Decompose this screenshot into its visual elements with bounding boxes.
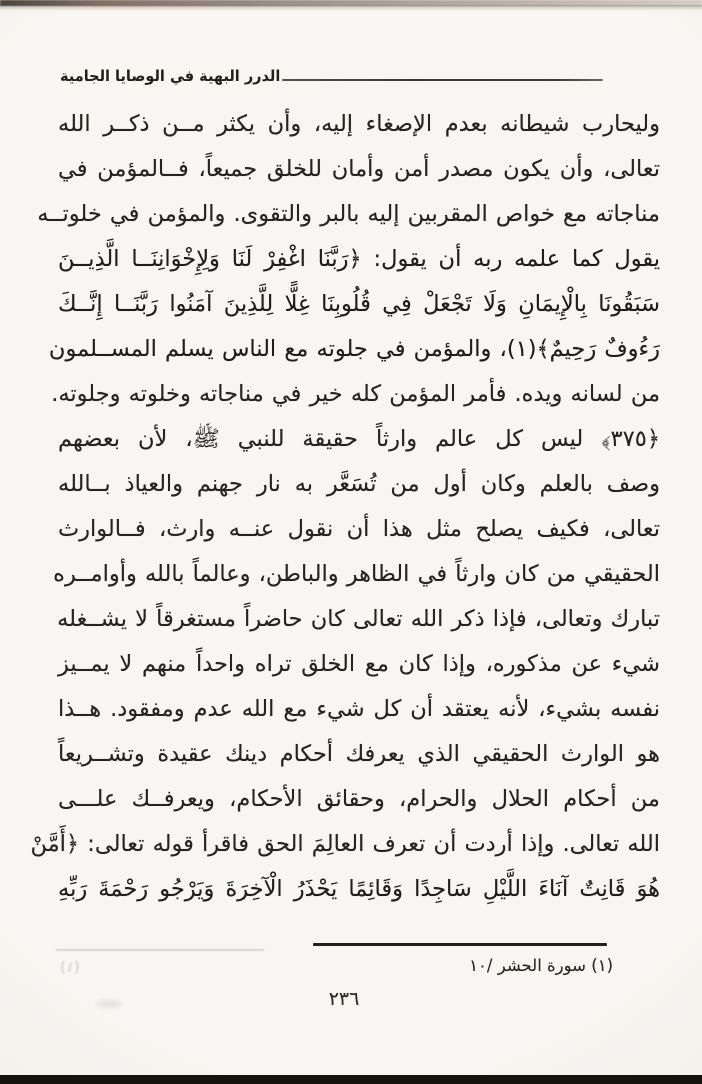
scan-bottom-edge-artifact <box>0 1075 702 1084</box>
text-line: من أحكام الحلال والحرام، وحقائق الأحكام، ويعرفــك علـــى <box>58 786 660 812</box>
text-line: الله تعالى. وإذا أردت أن تعرف العالِمَ الحق فاقرأ قوله تعالى: ﴿أَمَّنْ <box>30 831 660 857</box>
footnote: (١) سورة الحشر /١٠ <box>469 956 613 975</box>
text-line: الحقيقي من كان وارثاً في الظاهر والباطن، وعالماً بالله وأوامــره <box>53 561 660 587</box>
bleed-through-rule <box>56 949 264 951</box>
text-line: تعالى، فكيف يصلح مثل هذا أن نقول عنــه وارث، فــالوارث <box>58 516 660 542</box>
text-line-quran-verse: يقول كما علمه ربه أن يقول: ﴿رَبَّنَا اغْفِرْ لَنَا وَلِإِخْوَانِنَــا الَّذِيــنَ <box>58 246 660 272</box>
text-line: من لسانه ويده. فأمر المؤمن كله خير في مناجاته وخلوته وجلوته. <box>51 381 660 407</box>
text-line: وصف بالعلم وكان أول من تُسَعَّر به نار جهنم والعياذ بــالله <box>58 471 660 497</box>
bleed-through-smudge <box>96 1000 122 1008</box>
running-header <box>60 64 603 90</box>
header-rule <box>282 79 603 81</box>
text-line: تعالى، وأن يكون مصدر أمن وأمان للخلق جميعاً، فــالمؤمن في <box>58 156 660 182</box>
text-line: تبارك وتعالى، فإذا ذكر الله تعالى كان حاضراً مستغرقاً لا يشــغله <box>57 606 660 632</box>
text-line-section-375: ﴿٣٧٥﴾ ليس كل عالم وارثاً حقيقة للنبي ﷺ، لأن بعضهم <box>58 426 660 452</box>
text-line-quran-verse: هُوَ قَانِتٌ آنَاءَ اللَّيْلِ سَاجِدًا وَقَائِمًا يَحْذَرُ الْآخِرَةَ وَيَرْجُو رَحْمَةَ رَبِّهِ <box>58 876 660 902</box>
bleed-through-text: (١) <box>60 958 80 976</box>
text-line: نفسه بشيء، لأنه يعتقد أن كل شيء مع الله عدم ومفقود. هــذا <box>58 696 660 722</box>
book-title: الدرر البهية في الوصايا الجامية <box>60 68 281 86</box>
text-line: مناجاته مع خواص المقربين إليه بالبر والتقوى. والمؤمن في خلوتــه <box>37 201 660 227</box>
footnote-separator-rule <box>313 943 607 946</box>
scan-top-edge-shadow <box>0 5 702 11</box>
page-number: ٢٣٦ <box>328 988 360 1010</box>
text-line: وليحارب شيطانه بعدم الإصغاء إليه، وأن يكثر مــن ذكــر الله <box>58 111 660 137</box>
text-line: شيء عن مذكوره، وإذا كان مع الخلق تراه واحداً منهم لا يمــيز <box>58 651 660 677</box>
text-line: هو الوارث الحقيقي الذي يعرفك أحكام دينك عقيدة وتشــريعاً <box>58 741 660 767</box>
body-text <box>30 102 660 912</box>
text-line-quran-verse: سَبَقُونَا بِالْإِيمَانِ وَلَا تَجْعَلْ فِي قُلُوبِنَا غِلًّا لِلَّذِينَ آمَنُوا رَبَّنَــا إِنَّــكَ <box>58 291 660 317</box>
text-line-quran-verse: رَءُوفٌ رَحِيمٌ﴾(١)، والمؤمن في جلوته مع الناس يسلم المســلمون <box>48 336 660 362</box>
